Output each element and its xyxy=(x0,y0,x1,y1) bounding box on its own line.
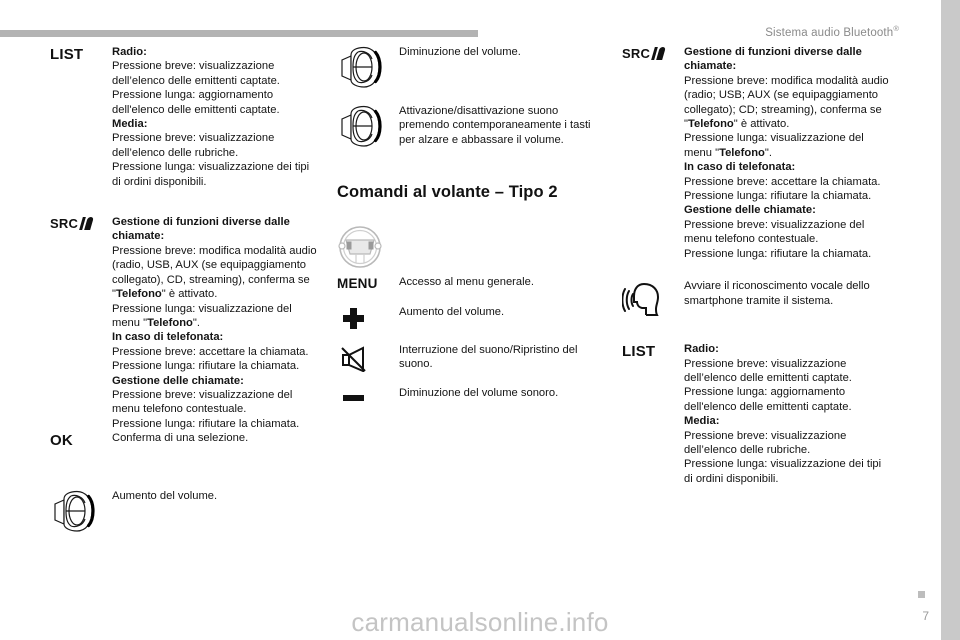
entry-key xyxy=(337,343,399,372)
paragraph: Pressione breve: modifica modalità audio (radio; USB; AUX (se equipaggiamento collegato); CD; streaming), conferma se "Telefono" è attivato. xyxy=(684,74,889,131)
entry-key xyxy=(50,45,112,63)
entry-description xyxy=(112,431,318,445)
paragraph-heading: Gestione delle chiamate: xyxy=(112,374,244,387)
entry-key xyxy=(337,45,399,90)
entry-description xyxy=(112,45,318,189)
column-left xyxy=(50,45,318,534)
paragraph: Aumento del volume. xyxy=(399,306,505,318)
paragraph-heading: In caso di telefonata: xyxy=(112,331,224,344)
watermark: carmanualsonline.info xyxy=(351,607,609,637)
entry-row xyxy=(337,224,605,269)
entry-key xyxy=(622,342,684,360)
paragraph: Pressione breve: visualizzazione dell’elenco delle rubriche. xyxy=(112,132,275,159)
handset-icon xyxy=(656,47,666,60)
entry-description xyxy=(112,489,318,503)
paragraph-heading: Gestione di funzioni diverse dalle chiamate: xyxy=(684,46,862,73)
entry-key xyxy=(622,45,684,61)
entry-key xyxy=(50,431,112,449)
entry-description xyxy=(112,215,318,431)
key-list[interactable]: LIST xyxy=(50,46,84,63)
paragraph: Avviare il riconoscimento vocale dello smartphone tramite il sistema. xyxy=(684,280,870,307)
entry-row xyxy=(50,431,318,449)
entry-description xyxy=(684,342,890,486)
paragraph: Pressione breve: modifica modalità audio (radio, USB, AUX (se equipaggiamento collegato), CD, streaming), conferma se "Telefono" è attivato. xyxy=(112,244,317,301)
key-menu[interactable]: MENU xyxy=(337,276,378,291)
paragraph: Pressione lunga: rifiutare la chiamata. xyxy=(112,417,300,430)
entry-row xyxy=(50,489,318,534)
entry-row xyxy=(337,343,605,372)
entry-description xyxy=(399,343,605,372)
paragraph: Pressione lunga: visualizzazione del menu "Telefono". xyxy=(112,302,292,329)
column-middle xyxy=(337,45,605,401)
entry-row xyxy=(337,104,605,149)
voice-recognition-icon xyxy=(622,280,666,320)
entry-key xyxy=(337,224,399,269)
entry-key xyxy=(50,215,112,231)
entry-description xyxy=(399,45,605,59)
entry-key xyxy=(622,279,684,320)
entry-key xyxy=(337,275,399,291)
entry-row xyxy=(337,45,605,90)
mute-icon[interactable] xyxy=(337,344,369,372)
entry-key xyxy=(337,386,399,401)
paragraph: Pressione breve: accettare la chiamata. xyxy=(684,175,881,188)
column-right xyxy=(622,45,890,486)
entry-key xyxy=(337,305,399,329)
entry-description xyxy=(399,305,605,319)
paragraph: Pressione lunga: aggiornamento dell'elenco delle emittenti captate. xyxy=(112,89,280,116)
entry-row xyxy=(337,305,605,329)
entry-row xyxy=(337,386,605,401)
paragraph: Pressione lunga: aggiornamento dell'elenco delle emittenti captate. xyxy=(684,386,852,413)
paragraph-heading: Media: xyxy=(684,415,720,428)
page-number: 7 xyxy=(922,609,929,623)
key-ok[interactable]: OK xyxy=(50,432,73,450)
key-src-label: SRC xyxy=(50,216,93,231)
page-edge-band xyxy=(941,0,960,640)
page-header-title xyxy=(765,24,899,39)
registered-mark: ® xyxy=(893,24,899,33)
paragraph: Aumento del volume. xyxy=(112,490,218,503)
paragraph: Pressione lunga: visualizzazione del menu "Telefono". xyxy=(684,132,864,159)
volume-down-icon[interactable] xyxy=(343,395,364,401)
paragraph: Pressione breve: accettare la chiamata. xyxy=(112,345,309,358)
entry-row xyxy=(622,45,890,261)
mute-glyph xyxy=(341,346,369,372)
key-src-label: SRC xyxy=(622,46,665,61)
entry-description xyxy=(684,279,890,308)
entry-row xyxy=(50,45,318,189)
paragraph: Diminuzione del volume sonoro. xyxy=(399,387,559,399)
paragraph: Pressione lunga: rifiutare la chiamata. xyxy=(112,360,300,373)
volume-knob-glyph xyxy=(337,46,385,90)
key-list[interactable]: LIST xyxy=(622,343,656,361)
volume-knob-glyph xyxy=(50,490,98,534)
src-marks xyxy=(81,217,93,230)
paragraph: Pressione breve: visualizzazione dell’elenco delle rubriche. xyxy=(684,429,847,456)
volume-knob-glyph xyxy=(337,105,385,149)
header-title-text: Sistema audio Bluetooth xyxy=(765,26,894,39)
header-rule xyxy=(0,30,478,37)
paragraph-heading: Gestione delle chiamate: xyxy=(684,204,816,217)
paragraph-heading: In caso di telefonata: xyxy=(684,161,796,174)
paragraph: Pressione lunga: visualizzazione dei tipi di ordini disponibili. xyxy=(112,161,310,188)
paragraph: Pressione lunga: rifiutare la chiamata. xyxy=(684,247,872,260)
paragraph: Pressione breve: visualizzazione del menu telefono contestuale. xyxy=(112,388,293,416)
paragraph: Pressione breve: visualizzazione dell’elenco delle emittenti captate. xyxy=(684,357,852,384)
entry-key xyxy=(337,104,399,149)
volume-up-icon[interactable] xyxy=(343,308,364,329)
src-marks xyxy=(653,47,665,60)
entry-row xyxy=(622,279,890,320)
section-title: Comandi al volante – Tipo 2 xyxy=(337,183,558,201)
entry-row xyxy=(622,342,890,486)
steering-wheel-icon xyxy=(337,225,383,269)
paragraph-heading: Gestione di funzioni diverse dalle chiamate: xyxy=(112,216,290,243)
voice-recognition-glyph xyxy=(622,280,666,320)
paragraph-heading: Media: xyxy=(112,118,148,131)
paragraph: Diminuzione del volume. xyxy=(399,46,521,58)
entry-row xyxy=(337,275,605,291)
volume-knob-icon xyxy=(337,105,385,149)
entry-description xyxy=(399,386,605,400)
volume-knob-icon xyxy=(50,490,98,534)
paragraph: Pressione breve: visualizzazione del menu telefono contestuale. xyxy=(684,218,865,246)
paragraph: Accesso al menu generale. xyxy=(399,276,534,288)
paragraph: Attivazione/disattivazione suono premendo contemporaneamente i tasti per alzare e abbassare il volume. xyxy=(399,105,591,146)
paragraph: Conferma di una selezione. xyxy=(112,432,249,445)
entry-description xyxy=(684,45,890,261)
paragraph-heading: Radio: xyxy=(112,46,147,58)
paragraph: Interruzione del suono/Ripristino del suono. xyxy=(399,344,578,371)
handset-icon xyxy=(84,217,94,230)
volume-knob-icon xyxy=(337,46,385,90)
paragraph-heading: Radio: xyxy=(684,343,719,356)
entry-key xyxy=(50,489,112,534)
paragraph: Pressione lunga: visualizzazione dei tipi di ordini disponibili. xyxy=(684,458,882,485)
paragraph: Pressione lunga: rifiutare la chiamata. xyxy=(684,190,872,203)
entry-row xyxy=(50,215,318,431)
entry-description xyxy=(399,104,605,147)
paragraph: Pressione breve: visualizzazione dell’elenco delle emittenti captate. xyxy=(112,60,280,87)
steering-wheel-glyph xyxy=(337,225,383,269)
page-marker-square xyxy=(918,591,925,598)
entry-description xyxy=(399,275,605,289)
